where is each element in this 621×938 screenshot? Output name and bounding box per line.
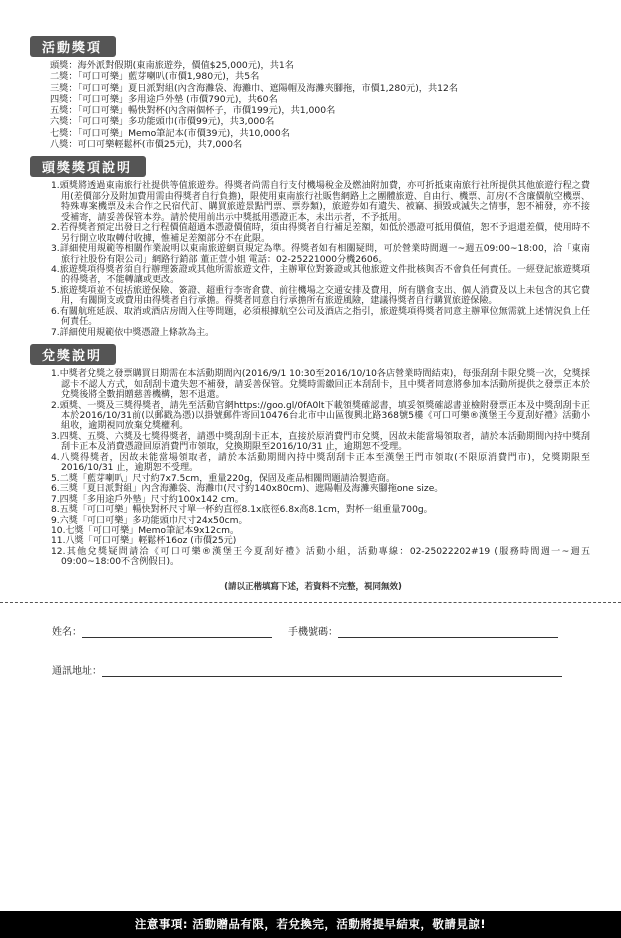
fill-in-instruction: (請以正楷填寫下述，若資料不完整，視同無效) [224, 581, 402, 592]
note-item: 7.四獎「多用途戶外墊」尺寸約100x142 cm。 [51, 494, 244, 505]
rules-page [30, 30, 596, 677]
prize-item: 四獎：「可口可樂」多用途戶外墊 (市價790元)，共60名 [50, 93, 278, 105]
phone-label: 手機號碼： [288, 626, 338, 638]
prizes-heading: 活動獎項 [30, 36, 116, 57]
prize-item: 六獎：「可口可樂」多功能頭巾(市價99元)，共3,000名 [50, 116, 275, 128]
redeem-heading: 兌獎說明 [30, 344, 116, 365]
note-item: 3.四獎、五獎、六獎及七獎得獎者，請憑中獎刮刮卡正本，直接於原消費門市兌獎，因故未能當場領取者，請於本活動期間內持中獎刮刮卡正本及消費憑證回原消費門市領取，兌換期限至2016/10/31 止，逾期恕不受理。 [51, 431, 590, 453]
note-item: 4.旅遊獎項得獎者須自行辦理簽證或其他所需旅遊文件，主辦單位對簽證或其他旅遊文件批核與否不會負任何責任。一經登記旅遊獎項的得獎者，不能轉讓或更改。 [51, 265, 590, 286]
prize-item: 三獎：「可口可樂」夏日派對組(內含海灘袋、海灘巾、遮陽帽及海灘夾腳拖，市價1,280元)，共12名 [50, 82, 459, 94]
note-item: 10.七獎「可口可樂」Memo筆記本9x12cm。 [51, 525, 240, 536]
grand-prize-heading: 頭獎獎項說明 [30, 156, 146, 177]
note-item: 6.有關航班延誤、取消或酒店房間入住等問題，必須根據航空公司及酒店之指引，旅遊獎項得獎者同意主辦單位無需就上述情況負上任何責任。 [51, 306, 590, 328]
note-item: 7.詳細使用規範依中獎憑證上條款為主。 [51, 327, 215, 338]
note-item: 1.中獎者兌獎之發票購買日期需在本活動期間內(2016/9/1 10:30至2016/10/10各店營業時間結束)，每張刮刮卡限兌獎一次，兌獎採認卡不認人方式，如刮刮卡遺失恕不補發，請妥善保管。兌獎時需繳回正本刮刮卡，且中獎者同意將參加本活動所提供之發票正本於兌獎後將全數捐贈慈善機構，恕不退還。 [51, 369, 590, 401]
name-phone-row [52, 623, 596, 638]
redeem-section [30, 341, 596, 568]
address-row [52, 662, 596, 677]
address-field[interactable] [102, 666, 562, 677]
note-item: 9.六獎「可口可樂」多功能頭巾尺寸24x50cm。 [51, 515, 248, 526]
note-item: 8.五獎「可口可樂」暢快對杯尺寸單一杯約直徑8.1x底徑6.8x高8.1cm，對杯一組重量700g。 [51, 505, 433, 516]
note-item: 2.若得獎者預定出發日之行程價值超過本憑證價值時，須由得獎者自行補足差額，如低於憑證可抵用價值，恕不予退還差價，使用時不另行開立收取轉付收據，惟補足差額部分不在此限。 [51, 223, 590, 244]
name-label: 姓名： [52, 626, 82, 638]
phone-field[interactable] [338, 627, 558, 638]
footer-notice: 注意事項: 活動贈品有限，若兌換完，活動將提早結束，敬請見諒! [0, 911, 621, 938]
redeem-notes [30, 369, 596, 568]
note-item: 12.其他兌獎疑問請洽《可口可樂®漢堡王今夏刮好禮》活動小組，活動專線：02-25022202#19 (服務時間週一~週五09:00~18:00不含例假日)。 [51, 546, 590, 568]
grand-prize-notes [30, 181, 596, 338]
prize-list [30, 60, 596, 150]
note-item: 3.詳細使用規範等相關作業說明以東南旅遊網頁規定為準。得獎者如有相關疑問，可於營業時間週一~週五09:00~18:00，洽「東南旅行社股份有限公司」網路行銷部 董正萱小姐 電話：02-25221000分機2606。 [51, 244, 590, 265]
prize-item: 二獎：「可口可樂」藍芽喇叭(市價1,980元)，共5名 [50, 71, 260, 83]
grand-prize-section [30, 153, 596, 338]
prizes-section [30, 33, 596, 150]
prize-item: 七獎：「可口可樂」Memo筆記本(市價39元)，共10,000名 [50, 127, 290, 139]
note-item: 5.旅遊獎項並不包括旅遊保險、簽證、超重行李寄倉費、前往機場之交通安排及費用，所有膳食支出、個人消費及以上未包含的其它費用，有關開支或費用由得獎者自行承擔。得獎者同意自行承擔所有旅遊風險，建議得獎者自行購買旅遊保險。 [51, 285, 590, 307]
note-item: 11.八獎「可口可樂」輕鬆杯16oz (市價25元) [51, 536, 237, 547]
note-item: 6.三獎「夏日派對組」內含海灘袋、海灘巾(尺寸約140x80cm)、遮陽帽及海灘夾腳拖one size。 [51, 484, 444, 495]
prize-item: 五獎：「可口可樂」暢快對杯(內含兩個杯子，市價199元)，共1,000名 [50, 105, 336, 117]
address-label: 通訊地址： [52, 665, 102, 677]
note-item: 5.二獎「藍芽喇叭」尺寸約7x7.5cm，重量220g，保固及產品相關問題請洽製造商。 [51, 473, 396, 484]
prize-item: 頭獎：海外派對假期(東南旅遊券，價值$25,000元)，共1名 [50, 60, 294, 71]
cut-line-divider [0, 602, 621, 603]
prize-item: 八獎：可口可樂輕鬆杯(市價25元)，共7,000名 [50, 139, 243, 151]
note-item: 4.八獎得獎者，因故未能當場領取者，請於本活動期間內持中獎刮刮卡正本至漢堡王門市領取(不限原消費門市)，兌獎期限至2016/10/31 止，逾期恕不受理。 [51, 452, 590, 474]
note-item: 2.頭獎、一獎及三獎得獎者，請先至活動官網https://goo.gl/0fA0lt下載領獎確認書，填妥領獎確認書並檢附發票正本及中獎刮刮卡正本於2016/10/31前(以郵戳為憑)以掛號郵件寄回10476台北市中山區復興北路368號5樓《可口可樂®漢堡王今夏刮好禮》活動小組收，逾期視同放棄兌獎權利。 [51, 400, 590, 432]
note-item: 1.頭獎將透過東南旅行社提供等值旅遊券。得獎者尚需自行支付機場稅金及燃油附加費，亦可折抵東南旅行社所提供其他旅遊行程之費用(差價部分及附加費用需由得獎者自行負擔)，限使用東南旅行社販售網路上之團體旅遊、自由行、機票、訂房(不含廉價航空機票、特殊專案機票及未合作之民宿代訂、購買旅遊景點門票、票券類)，旅遊券如有遺失、被竊、損毀或滅失之情事，恕不補發，亦不接受補寄，請妥善保管本券。請於使用前出示中獎抵用憑證正本，未出示者，不予抵用。 [51, 181, 590, 223]
name-field[interactable] [82, 627, 272, 638]
